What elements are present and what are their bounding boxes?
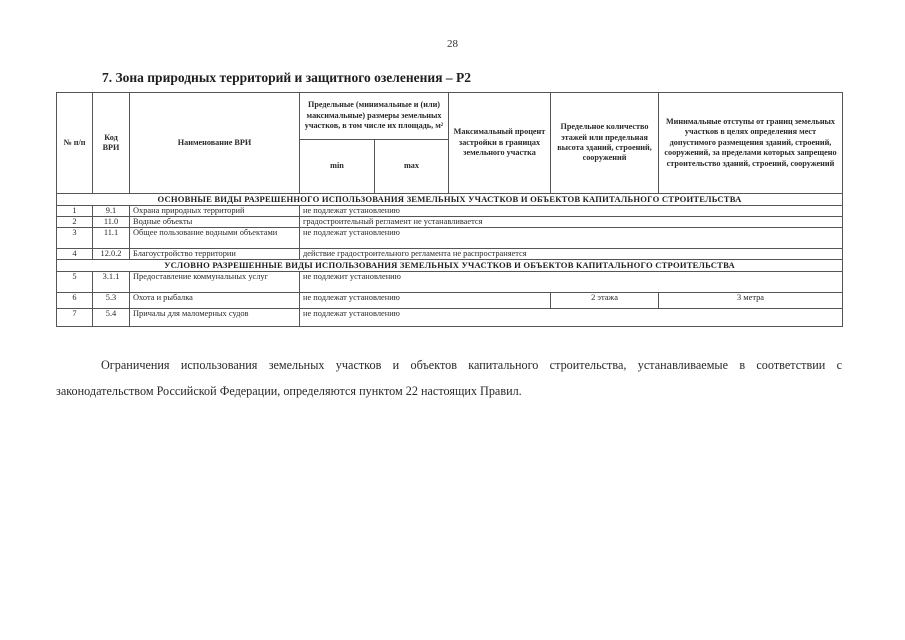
zoning-rules-table xyxy=(56,92,843,327)
table-row xyxy=(57,217,843,228)
row-num: 2 xyxy=(57,217,93,228)
page-number: 28 xyxy=(447,38,458,50)
row-name: Общее пользование водными объектами xyxy=(130,228,300,249)
header-floors: Предельное количество этажей или предельная высота зданий, строений, сооружений xyxy=(551,93,659,194)
row-code: 11.0 xyxy=(93,217,130,228)
row-name: Охрана природных территорий xyxy=(130,206,300,217)
table-row xyxy=(57,228,843,249)
footnote-text: Ограничения использования земельных участков и объектов капитального строительства, устанавливаемые в соответствии с законодательством Российской Федерации, определяются пунктом 22 настоящих Правил. xyxy=(56,358,842,398)
header-code: Код ВРИ xyxy=(93,93,130,194)
row-note: действие градостроительного регламента не распространяется xyxy=(300,249,843,260)
row-setbacks: 3 метра xyxy=(659,293,843,309)
row-note: не подлежат установлению xyxy=(300,293,551,309)
row-name: Причалы для маломерных судов xyxy=(130,309,300,327)
row-note: не подлежат установлению xyxy=(300,228,843,249)
row-code: 9.1 xyxy=(93,206,130,217)
row-num: 5 xyxy=(57,272,93,293)
header-max: max xyxy=(375,140,449,194)
header-min: min xyxy=(300,140,375,194)
row-code: 5.4 xyxy=(93,309,130,327)
row-num: 4 xyxy=(57,249,93,260)
header-setbacks: Минимальные отступы от границ земельных участков в целях определения мест допустимого размещения зданий, строений, сооружений, за пределами которых запрещено строительство зданий, строений, сооружений xyxy=(659,93,843,194)
group-main-uses: ОСНОВНЫЕ ВИДЫ РАЗРЕШЕННОГО ИСПОЛЬЗОВАНИЯ ЗЕМЕЛЬНЫХ УЧАСТКОВ И ОБЪЕКТОВ КАПИТАЛЬНОГО СТРОИТЕЛЬСТВА xyxy=(57,194,843,206)
row-num: 1 xyxy=(57,206,93,217)
row-name: Благоустройство территории xyxy=(130,249,300,260)
row-floors: 2 этажа xyxy=(551,293,659,309)
footnote-paragraph xyxy=(56,352,842,404)
row-name: Охота и рыбалка xyxy=(130,293,300,309)
header-area-group: Предельные (минимальные и (или) максимальные) размеры земельных участков, в том числе их площадь, м² xyxy=(300,93,449,140)
row-code: 11.1 xyxy=(93,228,130,249)
table-row xyxy=(57,293,843,309)
row-code: 5.3 xyxy=(93,293,130,309)
group-conditional-uses: УСЛОВНО РАЗРЕШЕННЫЕ ВИДЫ ИСПОЛЬЗОВАНИЯ ЗЕМЕЛЬНЫХ УЧАСТКОВ И ОБЪЕКТОВ КАПИТАЛЬНОГО СТРОИТЕЛЬСТВА xyxy=(57,260,843,272)
row-code: 3.1.1 xyxy=(93,272,130,293)
section-title: 7. Зона природных территорий и защитного озеленения – Р2 xyxy=(102,70,471,85)
header-coverage: Максимальный процент застройки в границах земельного участка xyxy=(449,93,551,194)
table-row xyxy=(57,309,843,327)
header-num: № п/п xyxy=(57,93,93,194)
row-note: градостроительный регламент не устанавливается xyxy=(300,217,843,228)
table-row xyxy=(57,272,843,293)
row-num: 3 xyxy=(57,228,93,249)
row-note: не подлежат установлению xyxy=(300,309,843,327)
table-row xyxy=(57,206,843,217)
row-code: 12.0.2 xyxy=(93,249,130,260)
table-row xyxy=(57,249,843,260)
row-note: не подлежит установлению xyxy=(300,272,843,293)
row-note: не подлежат установлению xyxy=(300,206,843,217)
header-name: Наименование ВРИ xyxy=(130,93,300,194)
row-name: Водные объекты xyxy=(130,217,300,228)
row-num: 7 xyxy=(57,309,93,327)
row-num: 6 xyxy=(57,293,93,309)
row-name: Предоставление коммунальных услуг xyxy=(130,272,300,293)
